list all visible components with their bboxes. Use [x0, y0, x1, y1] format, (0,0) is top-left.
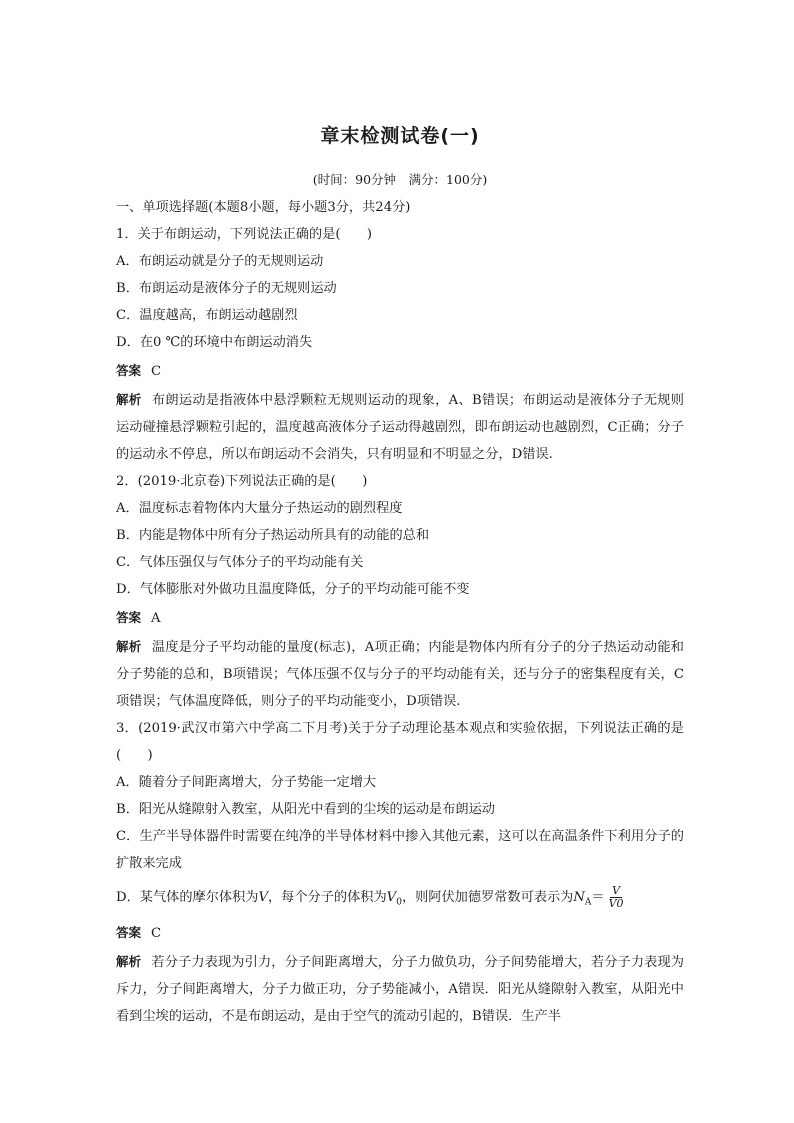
- option-c: C．气体压强仅与气体分子的平均动能有关: [116, 555, 364, 570]
- exam-meta: (时间：90分钟 满分：100分): [312, 172, 488, 187]
- option-a: A．随着分子间距离增大，分子势能一定增大: [116, 775, 377, 790]
- option-c: C．温度越高，布朗运动越剧烈: [116, 308, 298, 323]
- analysis-label: 解析: [116, 392, 142, 407]
- option-a: A．布朗运动就是分子的无规则运动: [116, 254, 324, 269]
- option-d: D．某气体的摩尔体积为V，每个分子的体积为$V_0$，则阿伏加德罗常数可表示为$N_A=$ $\frac{V}{V0}$: [116, 884, 624, 910]
- var-v0: $V_0$: [386, 890, 402, 908]
- question-stem: 3．(2019·武汉市第六中学高二下月考)关于分子动理论基本观点和实验依据，下列说法正确的是( ): [116, 721, 684, 763]
- analysis-text: 若分子力表现为引力，分子间距离增大，分子力做负功，分子间势能增大，若分子力表现为斥力，分子间距离增大，分子力做正功，分子势能减小，A错误．阳光从缝隙射入教室，从阳光中看到尘埃的运动，不是布朗运动，是由于空气的流动引起的，B错误．生产半: [116, 954, 684, 1024]
- question-stem: 2．(2019·北京卷)下列说法正确的是( ): [116, 474, 368, 489]
- answer-value: A: [151, 611, 161, 626]
- analysis-paragraph: [116, 386, 684, 468]
- answer-label: 答案: [116, 924, 142, 940]
- answer-line: [116, 357, 684, 385]
- answer-value: C: [151, 364, 162, 379]
- analysis-paragraph: [116, 948, 684, 1030]
- question-1: [116, 221, 684, 468]
- section-heading: 一、单项选择题(本题8小题，每小题3分，共24分): [116, 200, 411, 215]
- var-v: V: [258, 890, 268, 905]
- analysis-label: 解析: [116, 639, 142, 654]
- option-a: A．温度标志着物体内大量分子热运动的剧烈程度: [116, 501, 403, 516]
- answer-line: [116, 604, 684, 632]
- analysis-text: 布朗运动是指液体中悬浮颗粒无规则运动的现象，A、B错误；布朗运动是液体分子无规则运动碰撞悬浮颗粒引起的，温度越高液体分子运动得越剧烈，即布朗运动也越剧烈，C正确；分子的运动永不停息，所以布朗运动不会消失，只有明显和不明显之分，D错误.: [116, 393, 684, 462]
- question-stem: 1．关于布朗运动，下列说法正确的是( ): [116, 227, 373, 242]
- page-title: 章末检测试卷(一): [320, 125, 480, 147]
- option-b: B．布朗运动是液体分子的无规则运动: [116, 281, 337, 296]
- option-b: B．阳光从缝隙射入教室，从阳光中看到的尘埃的运动是布朗运动: [116, 802, 495, 817]
- question-3: [116, 715, 684, 1030]
- question-2: [116, 468, 684, 715]
- analysis-label: 解析: [116, 953, 142, 969]
- answer-value: C: [151, 925, 162, 941]
- option-d: D．在0 ℃的环境中布朗运动消失: [116, 335, 313, 350]
- answer-label: 答案: [116, 363, 142, 378]
- analysis-paragraph: [116, 633, 684, 715]
- option-d: D．气体膨胀对外做功且温度降低，分子的平均动能可能不变: [116, 582, 470, 597]
- var-na: $N_A$: [573, 890, 592, 908]
- analysis-text: 温度是分子平均动能的量度(标志)，A项正确；内能是物体内所有分子的分子热运动动能和分子势能的总和，B项错误；气体压强不仅与分子的平均动能有关，还与分子的密集程度有关，C项错误；气体温度降低，则分子的平均动能变小，D项错误.: [116, 640, 684, 709]
- option-b: B．内能是物体中所有分子热运动所具有的动能的总和: [116, 528, 430, 543]
- answer-label: 答案: [116, 610, 142, 625]
- fraction: $\frac{V}{V0}$: [608, 884, 624, 910]
- option-c: C．生产半导体器件时需要在纯净的半导体材料中掺入其他元素，这可以在高温条件下利用分子的扩散来完成: [116, 829, 684, 871]
- answer-line: [116, 919, 684, 947]
